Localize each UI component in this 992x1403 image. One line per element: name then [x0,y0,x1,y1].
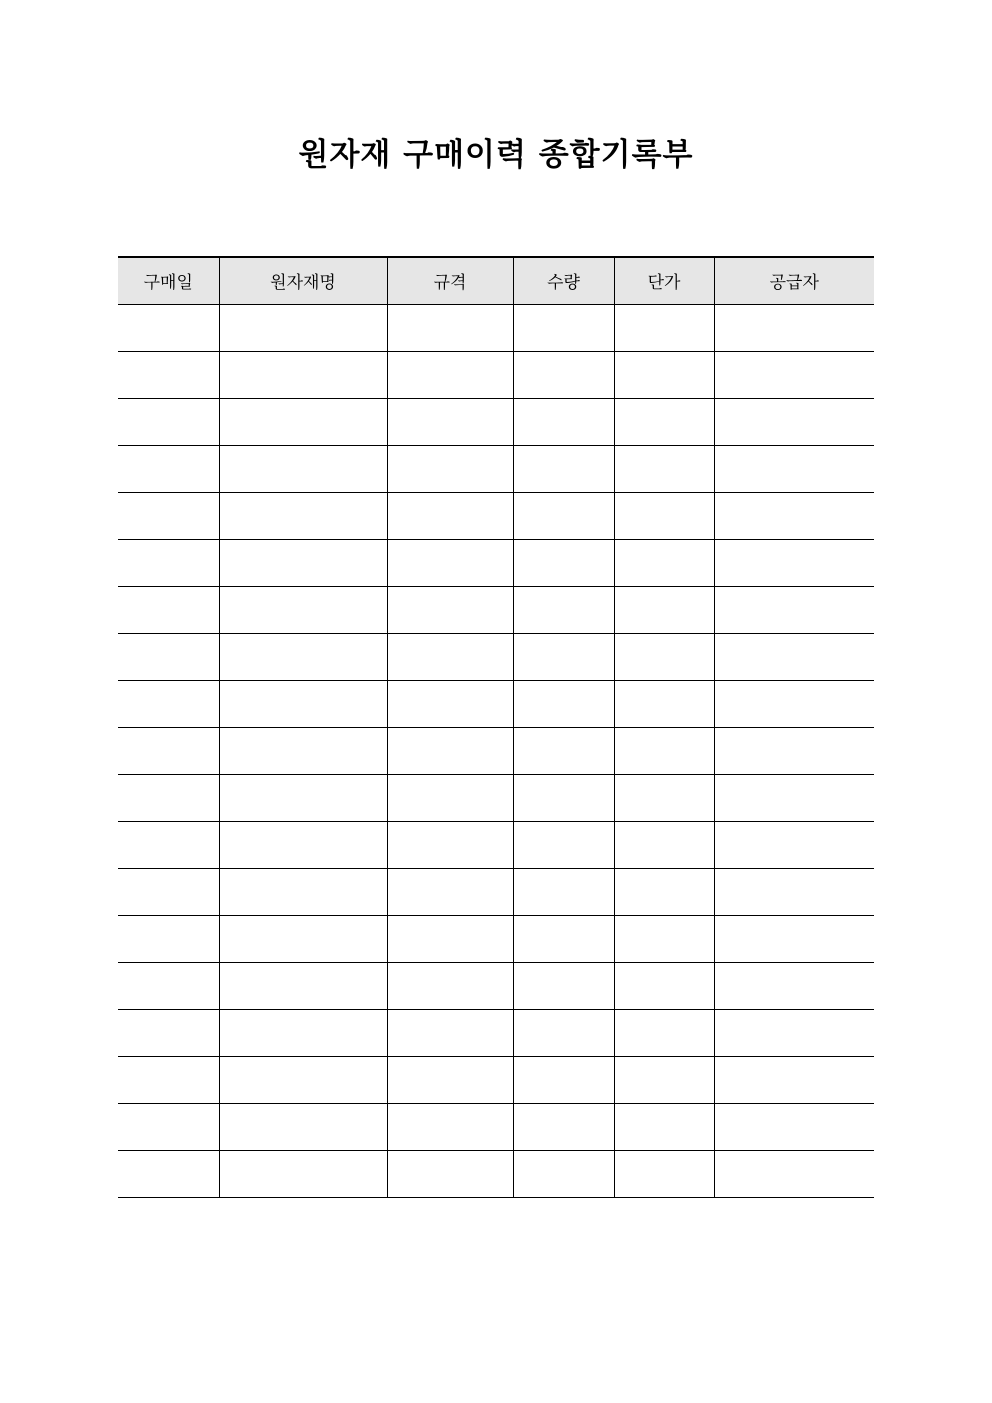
cell-supplier[interactable] [714,962,874,1009]
cell-material-name[interactable] [219,821,387,868]
cell-specification[interactable] [387,1150,513,1197]
cell-material-name[interactable] [219,539,387,586]
cell-purchase-date[interactable] [118,1150,219,1197]
cell-specification[interactable] [387,821,513,868]
table-row [118,774,874,821]
cell-material-name[interactable] [219,1009,387,1056]
cell-specification[interactable] [387,633,513,680]
header-purchase-date: 구매일 [118,257,219,304]
cell-purchase-date[interactable] [118,586,219,633]
cell-purchase-date[interactable] [118,304,219,351]
cell-unit-price[interactable] [614,398,714,445]
cell-unit-price[interactable] [614,1056,714,1103]
cell-material-name[interactable] [219,304,387,351]
table-row [118,915,874,962]
cell-material-name[interactable] [219,586,387,633]
cell-quantity[interactable] [513,1150,614,1197]
cell-supplier[interactable] [714,868,874,915]
table-header-row [118,257,874,304]
cell-supplier[interactable] [714,680,874,727]
cell-quantity[interactable] [513,586,614,633]
table-row [118,1056,874,1103]
cell-purchase-date[interactable] [118,915,219,962]
cell-quantity[interactable] [513,633,614,680]
cell-purchase-date[interactable] [118,539,219,586]
cell-material-name[interactable] [219,1056,387,1103]
cell-supplier[interactable] [714,1056,874,1103]
cell-unit-price[interactable] [614,445,714,492]
cell-specification[interactable] [387,398,513,445]
cell-quantity[interactable] [513,774,614,821]
cell-material-name[interactable] [219,915,387,962]
purchase-record-table [118,256,874,1198]
cell-purchase-date[interactable] [118,633,219,680]
cell-quantity[interactable] [513,680,614,727]
cell-purchase-date[interactable] [118,1056,219,1103]
table-row [118,398,874,445]
cell-quantity[interactable] [513,398,614,445]
cell-specification[interactable] [387,915,513,962]
cell-unit-price[interactable] [614,586,714,633]
cell-unit-price[interactable] [614,774,714,821]
cell-supplier[interactable] [714,727,874,774]
table-row [118,304,874,351]
cell-supplier[interactable] [714,915,874,962]
cell-unit-price[interactable] [614,727,714,774]
cell-quantity[interactable] [513,539,614,586]
cell-specification[interactable] [387,1009,513,1056]
cell-quantity[interactable] [513,727,614,774]
cell-purchase-date[interactable] [118,727,219,774]
cell-purchase-date[interactable] [118,821,219,868]
cell-unit-price[interactable] [614,492,714,539]
cell-quantity[interactable] [513,868,614,915]
cell-unit-price[interactable] [614,351,714,398]
cell-supplier[interactable] [714,633,874,680]
cell-material-name[interactable] [219,633,387,680]
cell-material-name[interactable] [219,398,387,445]
cell-specification[interactable] [387,1056,513,1103]
cell-material-name[interactable] [219,1150,387,1197]
cell-material-name[interactable] [219,680,387,727]
cell-supplier[interactable] [714,1103,874,1150]
table-row [118,445,874,492]
cell-material-name[interactable] [219,445,387,492]
cell-unit-price[interactable] [614,915,714,962]
cell-specification[interactable] [387,492,513,539]
cell-specification[interactable] [387,351,513,398]
cell-quantity[interactable] [513,492,614,539]
table-body [118,304,874,1197]
cell-material-name[interactable] [219,1103,387,1150]
cell-specification[interactable] [387,539,513,586]
document-title: 원자재 구매이력 종합기록부 [298,137,694,173]
cell-specification[interactable] [387,680,513,727]
cell-supplier[interactable] [714,398,874,445]
cell-supplier[interactable] [714,351,874,398]
header-supplier: 공급자 [714,257,874,304]
cell-material-name[interactable] [219,492,387,539]
header-material-name: 원자재명 [219,257,387,304]
cell-supplier[interactable] [714,304,874,351]
cell-quantity[interactable] [513,351,614,398]
table-row [118,962,874,1009]
table-row [118,680,874,727]
cell-purchase-date[interactable] [118,1009,219,1056]
cell-purchase-date[interactable] [118,398,219,445]
header-quantity: 수량 [513,257,614,304]
cell-unit-price[interactable] [614,1103,714,1150]
header-specification: 규격 [387,257,513,304]
cell-quantity[interactable] [513,962,614,1009]
cell-quantity[interactable] [513,915,614,962]
cell-quantity[interactable] [513,445,614,492]
cell-quantity[interactable] [513,304,614,351]
cell-purchase-date[interactable] [118,492,219,539]
table-row [118,351,874,398]
cell-purchase-date[interactable] [118,962,219,1009]
header-unit-price: 단가 [614,257,714,304]
cell-purchase-date[interactable] [118,680,219,727]
cell-quantity[interactable] [513,821,614,868]
table-row [118,1103,874,1150]
cell-unit-price[interactable] [614,304,714,351]
cell-material-name[interactable] [219,774,387,821]
table-row [118,868,874,915]
cell-supplier[interactable] [714,774,874,821]
cell-unit-price[interactable] [614,680,714,727]
cell-material-name[interactable] [219,727,387,774]
cell-material-name[interactable] [219,351,387,398]
table-row [118,633,874,680]
table-row [118,727,874,774]
cell-unit-price[interactable] [614,821,714,868]
cell-supplier[interactable] [714,1009,874,1056]
cell-supplier[interactable] [714,1150,874,1197]
cell-unit-price[interactable] [614,1150,714,1197]
cell-specification[interactable] [387,586,513,633]
cell-purchase-date[interactable] [118,445,219,492]
cell-supplier[interactable] [714,492,874,539]
cell-specification[interactable] [387,727,513,774]
cell-specification[interactable] [387,1103,513,1150]
table-row [118,586,874,633]
table-row [118,1009,874,1056]
cell-specification[interactable] [387,962,513,1009]
cell-supplier[interactable] [714,539,874,586]
cell-supplier[interactable] [714,445,874,492]
cell-specification[interactable] [387,304,513,351]
cell-specification[interactable] [387,868,513,915]
cell-supplier[interactable] [714,821,874,868]
cell-purchase-date[interactable] [118,351,219,398]
cell-purchase-date[interactable] [118,774,219,821]
cell-material-name[interactable] [219,868,387,915]
table-row [118,492,874,539]
cell-unit-price[interactable] [614,962,714,1009]
table-row [118,1150,874,1197]
table-row [118,821,874,868]
cell-unit-price[interactable] [614,868,714,915]
cell-purchase-date[interactable] [118,1103,219,1150]
cell-unit-price[interactable] [614,1009,714,1056]
table-row [118,539,874,586]
cell-specification[interactable] [387,774,513,821]
cell-quantity[interactable] [513,1103,614,1150]
cell-material-name[interactable] [219,962,387,1009]
cell-quantity[interactable] [513,1009,614,1056]
cell-unit-price[interactable] [614,539,714,586]
cell-specification[interactable] [387,445,513,492]
cell-supplier[interactable] [714,586,874,633]
cell-quantity[interactable] [513,1056,614,1103]
cell-purchase-date[interactable] [118,868,219,915]
cell-unit-price[interactable] [614,633,714,680]
